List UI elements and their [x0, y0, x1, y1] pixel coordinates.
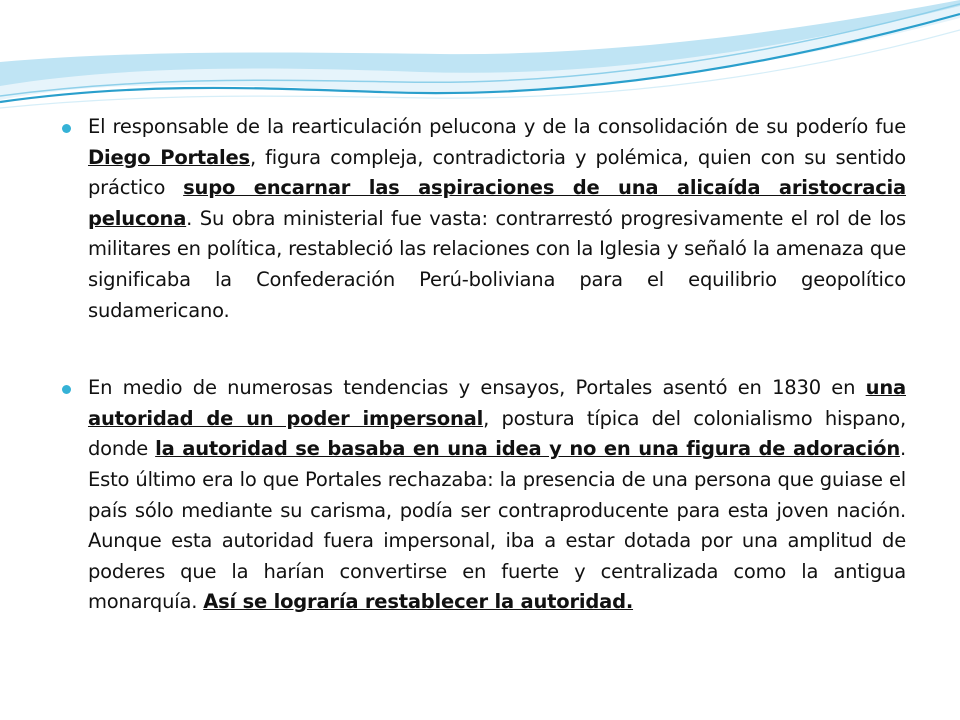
paragraph-text: El responsable de la rearticulación pelucona y de la consolidación de su poderío fue — [88, 115, 906, 138]
bullet-item — [62, 112, 906, 326]
highlight-phrase: supo encarnar las aspiraciones de una alicaída aristocracia pelucona — [88, 176, 907, 230]
slide-content — [62, 112, 906, 618]
bullet-item — [62, 373, 906, 618]
highlight-phrase: la autoridad se basaba en una idea y no en una figura de adoración — [155, 437, 900, 461]
paragraph-text: . Su obra ministerial fue vasta: contrarrestó progresivamente el rol de los militares en política, restableció las relaciones con la Iglesia y señaló la amenaza que significaba la Confederación Perú-boliviana para el equilibrio geopolítico sudamericano. — [88, 206, 906, 322]
paragraph-text: En medio de numerosas tendencias y ensayos, Portales asentó en 1830 en — [88, 376, 866, 400]
highlight-phrase: una autoridad de un poder impersonal — [88, 376, 906, 430]
bullet-paragraph — [88, 112, 906, 326]
bullet-dot-icon — [62, 124, 71, 133]
bullet-paragraph — [88, 373, 906, 618]
highlight-name: Diego Portales — [88, 145, 250, 169]
wave-header-decoration — [0, 0, 960, 120]
highlight-conclusion: Así se lograría restablecer la autoridad. — [203, 590, 634, 614]
paragraph-text: . Esto último era lo que Portales rechazaba: la presencia de una persona que guiase el país sólo mediante su carisma, podía ser contraproducente para esta joven nación. Aunque esta autoridad fuera impersonal, iba a estar dotada por una amplitud de poderes que la harían convertirse en fuerte y centralizada como la antigua monarquía. — [88, 437, 906, 614]
bullet-dot-icon — [62, 385, 71, 394]
paragraph-text: , figura compleja, contradictoria y polémica, quien con su sentido práctico — [88, 145, 906, 200]
paragraph-text: , postura típica del colonialismo hispano, donde — [88, 406, 906, 461]
